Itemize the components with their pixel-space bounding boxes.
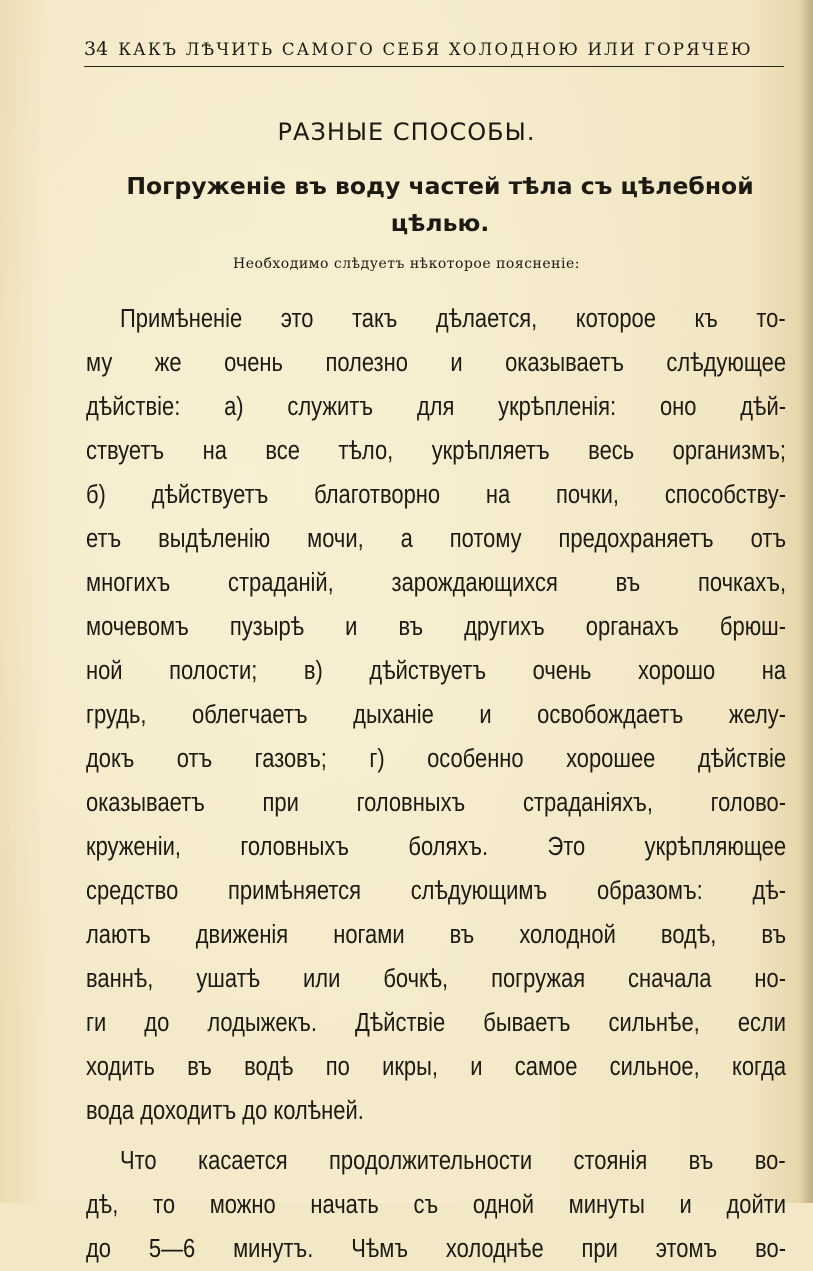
text-line: средство примѣняется слѣдующимъ образомъ: дѣ- bbox=[86, 877, 787, 905]
text-line: Что касается продолжительности стоянія въ во- bbox=[120, 1147, 786, 1175]
text-line: му же очень полезно и оказываетъ слѣдующее bbox=[86, 349, 787, 377]
text-line: ной полости; в) дѣйствуетъ очень хорошо на bbox=[86, 657, 787, 685]
section-title: РАЗНЫЕ СПОСОБЫ. bbox=[277, 118, 536, 146]
text-line: ходить въ водѣ по икры, и самое сильное, когда bbox=[86, 1053, 787, 1081]
text-line: вода доходитъ до колѣней. bbox=[86, 1097, 364, 1125]
explanatory-note: Необходимо слѣдуетъ нѣкоторое поясненіе: bbox=[233, 256, 580, 272]
text-line: до 5—6 минутъ. Чѣмъ холоднѣе при этомъ во- bbox=[86, 1235, 787, 1263]
chapter-heading bbox=[90, 168, 790, 242]
text-line: ствуетъ на все тѣло, укрѣпляетъ весь организмъ; bbox=[86, 437, 787, 465]
heading-line: Погруженіе въ воду частей тѣла съ цѣлебной bbox=[126, 172, 754, 200]
text-line: лаютъ движенія ногами въ холодной водѣ, въ bbox=[86, 921, 787, 949]
text-line: многихъ страданій, зарождающихся въ почкахъ, bbox=[86, 569, 787, 597]
text-line: оказываетъ при головныхъ страданіяхъ, голово- bbox=[86, 789, 787, 817]
text-line: дѣ, то можно начать съ одной минуты и дойти bbox=[86, 1191, 787, 1219]
text-line: ги до лодыжекъ. Дѣйствіе бываетъ сильнѣе, если bbox=[86, 1009, 787, 1037]
page-edge-shadow bbox=[799, 0, 813, 1203]
heading-line: цѣлью. bbox=[390, 209, 490, 237]
text-line: дѣйствіе: а) служитъ для укрѣпленія: оно дѣй- bbox=[86, 393, 787, 421]
text-line: круженіи, головныхъ боляхъ. Это укрѣпляющее bbox=[86, 833, 787, 861]
text-line: мочевомъ пузырѣ и въ другихъ органахъ брюш- bbox=[86, 613, 787, 641]
text-line: грудь, облегчаетъ дыханіе и освобождаетъ желу- bbox=[86, 701, 787, 729]
running-title: КАКЪ ЛѢЧИТЬ САМОГО СЕБЯ ХОЛОДНОЮ ИЛИ ГОРЯЧЕЮ bbox=[118, 40, 753, 59]
text-line: б) дѣйствуетъ благотворно на почки, способству- bbox=[86, 481, 787, 509]
text-line: етъ выдѣленію мочи, а потому предохраняетъ отъ bbox=[86, 525, 787, 553]
text-line: Примѣненіе это такъ дѣлается, которое къ то- bbox=[120, 305, 786, 333]
text-line: докъ отъ газовъ; г) особенно хорошее дѣйствіе bbox=[86, 745, 787, 773]
page-number: 34 bbox=[84, 38, 109, 60]
running-header bbox=[84, 38, 784, 67]
text-line: ваннѣ, ушатѣ или бочкѣ, погружая сначала но- bbox=[86, 965, 787, 993]
